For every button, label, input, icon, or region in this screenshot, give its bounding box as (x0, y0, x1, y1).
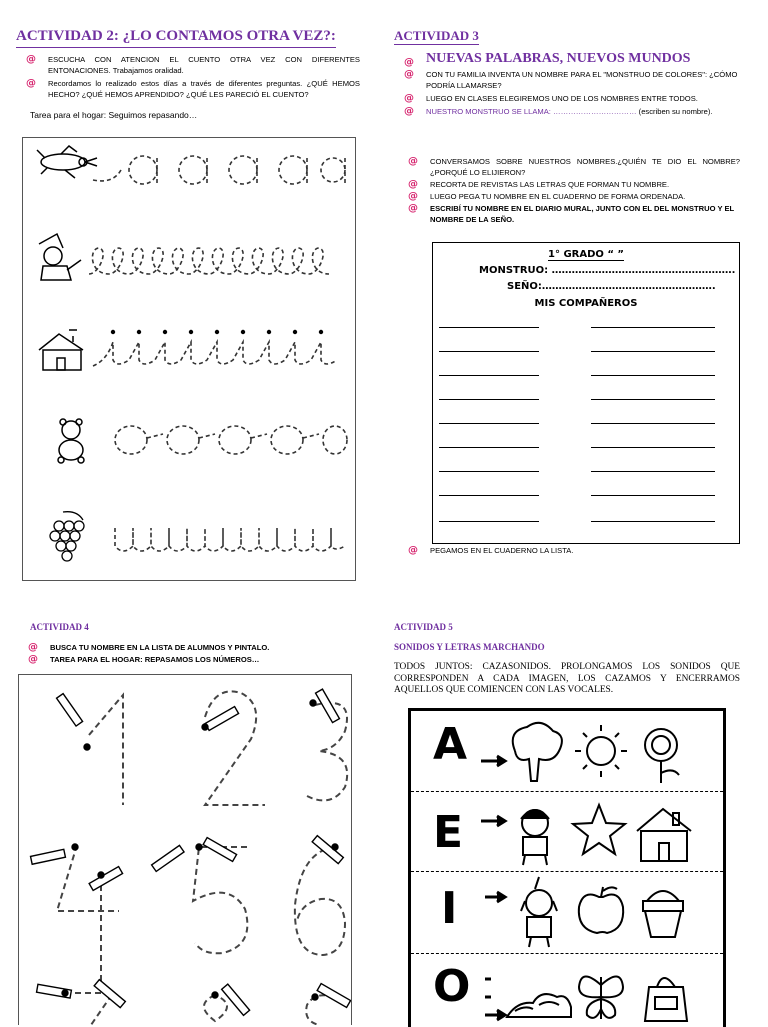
trace-letter-i (23, 320, 355, 380)
act5-title: ACTIVIDAD 5 (394, 622, 453, 632)
at-bullet-icon: @ (26, 78, 36, 89)
act2-title: ACTIVIDAD 2: ¿LO CONTAMOS OTRA VEZ?: (16, 28, 336, 48)
list-item: @ LUEGO EN CLASES ELEGIREMOS UNO DE LOS NOMBRES ENTRE TODOS. (404, 93, 698, 104)
butterfly-icon (579, 976, 623, 1019)
seno-field: SEÑO:……………………………………………. (507, 281, 716, 292)
trace-letter-u (23, 506, 355, 566)
grado-label: 1° GRADO “ ” (548, 249, 624, 260)
at-bullet-icon: @ (404, 57, 414, 68)
at-bullet-icon: @ (408, 203, 418, 214)
at-bullet-icon: @ (408, 191, 418, 202)
list-item: @ Recordamos lo realizado estos días a través de diferentes preguntas. ¿QUÉ HEMOS HECHO? ¿QUÉ HEMOS APRENDIDO? ¿QUÉ LES PARECIÓ EL CUENTO? (26, 78, 360, 99)
vowel-row-a (411, 711, 723, 792)
trace-row-o (23, 410, 355, 470)
act2-homework: Tarea para el hogar: Seguimos repasando… (30, 110, 198, 120)
monstruo-field: MONSTRUO: ………………………………………………. (479, 265, 736, 276)
trace-letter-o (23, 410, 355, 470)
trace-row-i (23, 320, 355, 380)
vowel-letter: E (433, 807, 464, 858)
list-item: @ LUEGO PEGA TU NOMBRE EN EL CUADERNO DE FORMA ORDENADA. (408, 191, 686, 202)
list-item (404, 106, 744, 117)
list-item: @ ESCRIBÍ TU NOMBRE EN EL DIARIO MURAL, JUNTO CON EL DEL MONSTRUO Y EL NOMBRE DE LA SEÑO. (408, 203, 735, 224)
at-bullet-icon: @ (404, 93, 414, 104)
vowel-row-i-pictures (411, 871, 723, 953)
act3-middle (408, 156, 740, 225)
vowel-row-o (411, 953, 723, 1027)
list-item: @ PEGAMOS EN EL CUADERNO LA LISTA. (408, 545, 574, 556)
school-icon (637, 809, 691, 861)
class-list-box (432, 242, 740, 544)
at-bullet-icon: @ (408, 156, 418, 167)
list-item: @ BUSCA TU NOMBRE EN LA LISTA DE ALUMNOS Y PINTALO. (28, 642, 270, 653)
number-tracing-art (19, 675, 351, 1025)
trace-letter-a (23, 140, 355, 200)
indian-child-icon (521, 877, 557, 947)
companeros-heading: MIS COMPAÑEROS (534, 298, 638, 309)
act5-text: TODOS JUNTOS: CAZASONIDOS. PROLONGAMOS LOS SONIDOS QUE CORRESPONDEN A CADA IMAGEN, LOS CAZAMOS Y ENCERRAMOS AQUELLOS QUE COMIENCEN CON LAS VOCALES. (394, 662, 740, 695)
star-icon (573, 805, 625, 854)
vowel-row-o-pictures (411, 953, 723, 1027)
vowel-row-a-pictures (411, 711, 723, 791)
vowel-row-e-pictures (411, 791, 723, 871)
at-bullet-icon: @ (404, 69, 414, 80)
act3-subtitle-item: @ NUEVAS PALABRAS, NUEVOS MUNDOS (404, 50, 744, 68)
sun-icon (575, 725, 627, 777)
list-item: @ TAREA PARA EL HOGAR: REPASAMOS LOS NÚMEROS… (28, 654, 260, 665)
flower-icon (645, 729, 679, 783)
monster-name-note: (escriben su nombre). (638, 107, 713, 116)
child-icon (521, 810, 549, 865)
at-bullet-icon: @ (28, 654, 38, 665)
at-bullet-icon: @ (26, 54, 36, 65)
at-bullet-icon: @ (408, 179, 418, 190)
act4-bullets (28, 642, 358, 665)
list-item: @ CON TU FAMILIA INVENTA UN NOMBRE PARA EL "MONSTRUO DE COLORES": ¿CÓMO PODRÍA LLAMARSE? (404, 69, 738, 90)
list-item: @ RECORTA DE REVISTAS LAS LETRAS QUE FORMAN TU NOMBRE. (408, 179, 670, 190)
vowel-row-i (411, 871, 723, 954)
list-item: @ ESCUCHA CON ATENCION EL CUENTO OTRA VEZ CON DIFERENTES ENTONACIONES. Trabajamos oralidad. (26, 54, 360, 75)
letter-tracing-sheet (22, 137, 356, 581)
vowel-row-e (411, 791, 723, 872)
tree-icon (513, 723, 562, 781)
vowel-letter: O (433, 961, 471, 1012)
basket-icon (643, 891, 683, 937)
trace-row-a (23, 140, 355, 200)
vowel-letter: A (433, 719, 468, 770)
act3-final (408, 545, 738, 556)
wave-icon (507, 994, 571, 1017)
at-bullet-icon: @ (408, 545, 418, 556)
monster-name-label: NUESTRO MONSTRUO SE LLAMA: …………………………… (426, 107, 637, 116)
bag-icon (645, 978, 687, 1021)
trace-row-u (23, 506, 355, 566)
act4-title: ACTIVIDAD 4 (30, 622, 89, 632)
list-item: @ CONVERSAMOS SOBRE NUESTROS NOMBRES.¿QUIÉN TE DIO EL NOMBRE?¿PORQUÉ LO ELIJIERON? (408, 156, 740, 177)
act3-top (404, 50, 744, 117)
at-bullet-icon: @ (28, 642, 38, 653)
act3-title: ACTIVIDAD 3 (394, 28, 479, 43)
vowel-hunt-sheet (408, 708, 726, 1027)
act5-subtitle: SONIDOS Y LETRAS MARCHANDO (394, 642, 545, 652)
number-tracing-sheet (18, 674, 352, 1025)
vowel-letter: I (441, 883, 458, 934)
act2-bullets (26, 54, 360, 100)
at-bullet-icon: @ (404, 106, 414, 117)
trace-row-e (23, 230, 355, 290)
trace-letter-e (23, 230, 355, 290)
apple-icon (579, 887, 623, 933)
